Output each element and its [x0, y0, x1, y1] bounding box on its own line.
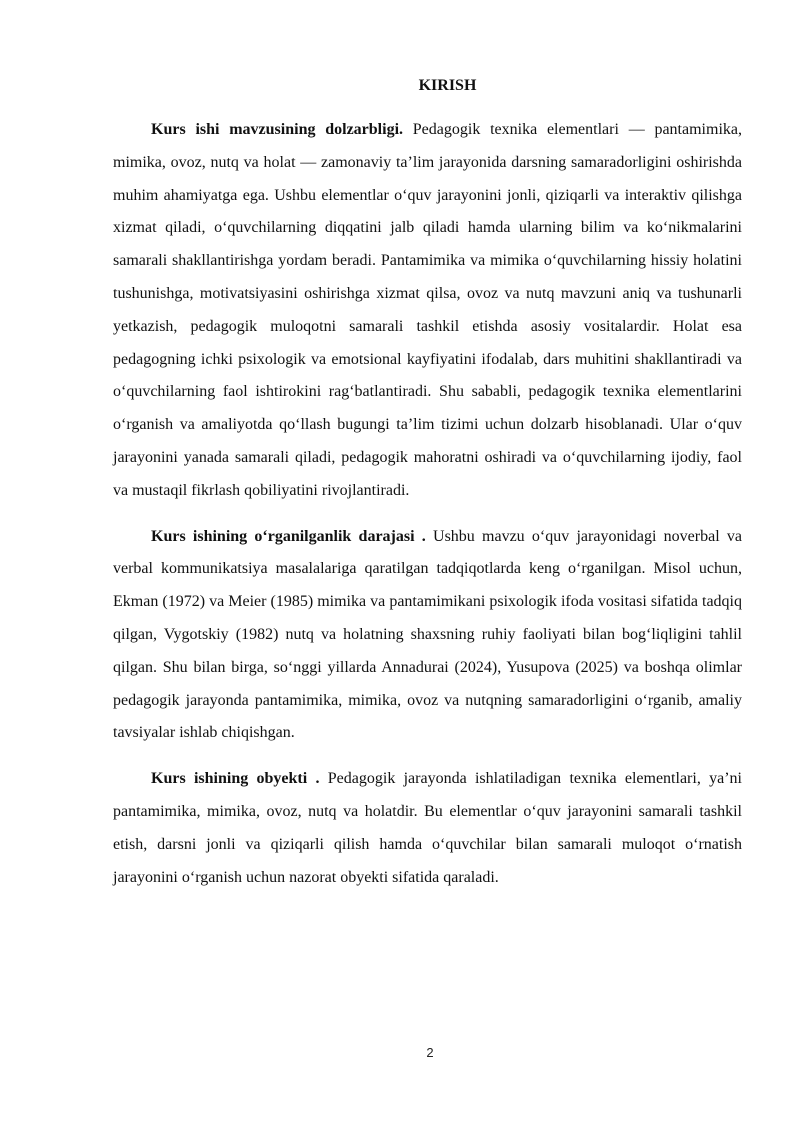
paragraph-relevance	[113, 114, 742, 508]
paragraph-body-object: Pedagogik jarayonda ishlatiladigan texnika elementlari, ya’ni pantamimika, mimika, ovoz, nutq va holatdir. Bu elementlar o‘quv jarayonini samarali tashkil etish, darsni jonli va qiziqarli qilish hamda o‘quvchilar bilan samarali muloqot o‘rnatish jarayonini o‘rganish uchun nazorat obyekti sifatida qaraladi.	[113, 770, 742, 886]
page-number: 2	[426, 1045, 434, 1060]
paragraph-heading-study-degree: Kurs ishining o‘rganilganlik darajasi .	[151, 527, 426, 545]
document-title: KIRISH	[418, 77, 477, 94]
document-page	[113, 70, 742, 907]
paragraph-body-relevance: Pedagogik texnika elementlari — pantamimika, mimika, ovoz, nutq va holat — zamonaviy ta’lim jarayonida darsning samaradorligini oshirishda muhim ahamiyatga ega. Ushbu elementlar o‘quv jarayonini jonli, qiziqarli va interaktiv qilishga xizmat qiladi, o‘quvchilarning diqqatini jalb qiladi hamda ularning bilim va ko‘nikmalarini samarali shakllantirishga yordam beradi. Pantamimika va mimika o‘quvchilarning hissiy holatini tushunishga, motivatsiyasini oshirishga xizmat qilsa, ovoz va nutq mavzuni aniq va tushunarli yetkazish, pedagogik muloqotni samarali tashkil etishda asosiy vositalardir. Holat esa pedagogning ichki psixologik va emotsional kayfiyatini ifodalab, dars muhitini shakllantiradi va o‘quvchilarning faol ishtirokini rag‘batlantiradi. Shu sababli, pedagogik texnika elementlarini o‘rganish va amaliyotda qo‘llash bugungi ta’lim tizimi uchun dolzarb hisoblanadi. Ular o‘quv jarayonini yanada samarali qiladi, pedagogik mahoratni oshiradi va o‘quvchilarning ijodiy, faol va mustaqil fikrlash qobiliyatini rivojlantiradi.	[113, 121, 742, 499]
paragraph-body-study-degree: Ushbu mavzu o‘quv jarayonidagi noverbal va verbal kommunikatsiya masalalariga qaratilgan tadqiqotlarda keng o‘rganilgan. Misol uchun, Ekman (1972) va Meier (1985) mimika va pantamimikani psixologik ifoda vositasi sifatida tadqiq qilgan, Vygotskiy (1982) nutq va holatning shaxsning ruhiy faoliyati bilan bog‘liqligini tahlil qilgan. Shu bilan birga, so‘nggi yillarda Annadurai (2024), Yusupova (2025) va boshqa olimlar pedagogik jarayonda pantamimika, mimika, ovoz va nutqning samaradorligini o‘rganib, amaliy tavsiyalar ishlab chiqishgan.	[113, 527, 742, 742]
paragraph-heading-relevance: Kurs ishi mavzusining dolzarbligi.	[151, 121, 404, 138]
paragraph-object	[113, 763, 742, 894]
paragraph-heading-object: Kurs ishining obyekti .	[151, 770, 320, 788]
paragraph-study-degree	[113, 521, 742, 751]
